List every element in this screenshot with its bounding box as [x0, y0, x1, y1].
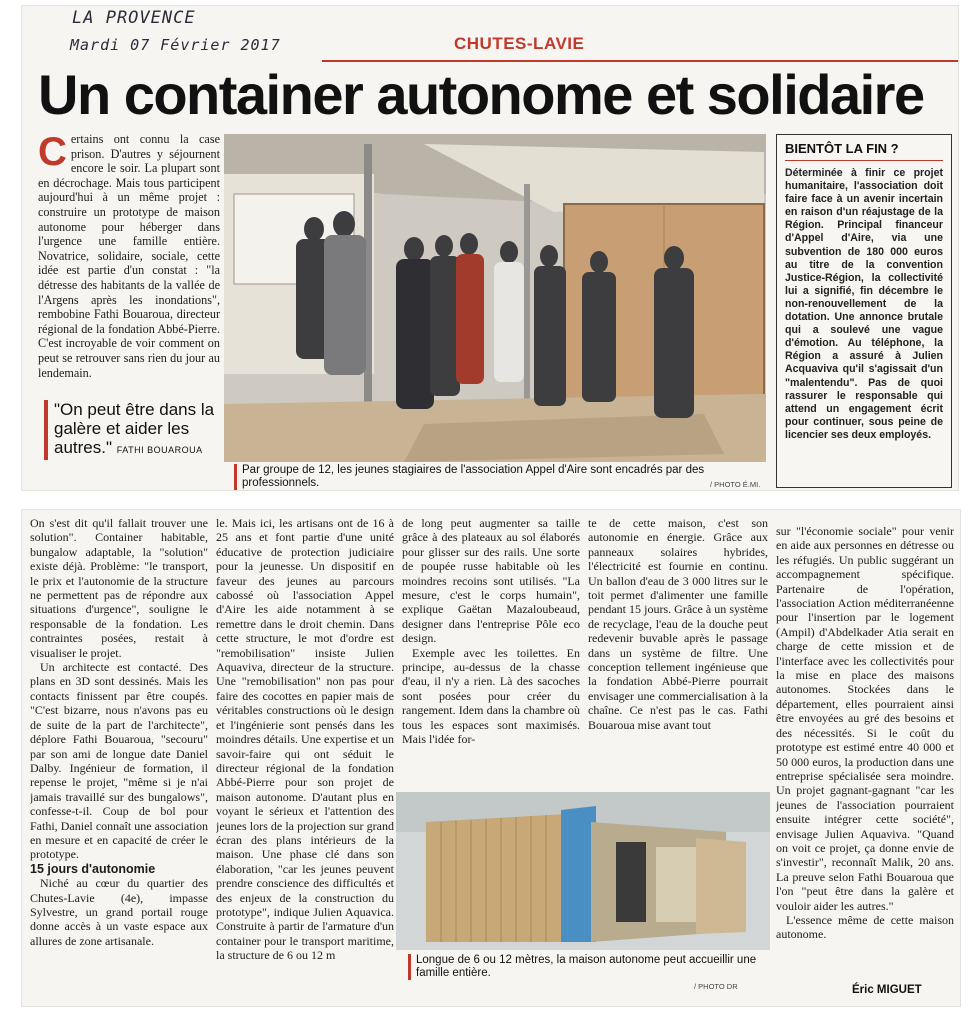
sidebar-text: Déterminée à finir ce projet humanitaire, l'association doit faire face à un avenir incertain en raison d'un réajustage de la Région. Principal financeur d'Appel d'Aire, via une subvention de 180 000 euros au titre de la convention Justice-Région, la collectivité lui a signifié, fin décembre le non-renouvellement de la dotation. Une annonce brutale qui a soulevé une vague d'émotion. Au téléphone, la Région a assuré à Julien Acquaviva qu'il s'agissait d'un "malentendu". Pas de quoi rassurer le responsable qui attend un engagement écrit pour continuer, sous peine de licencier ses deux employés.	[785, 167, 943, 441]
sidebar-title: BIENTÔT LA FIN ?	[785, 141, 943, 161]
photo-credit-bottom: / PHOTO DR	[694, 982, 738, 991]
article-bottom-clipping	[22, 510, 960, 1006]
paragraph: Exemple avec les toilettes. En principe, au-dessus de la chasse d'eau, il n'y a rien. Là des sacoches sont posées pour créer du rangement. Idem dans la chambre où tous les espaces sont maximisés. Mais l'idée for-	[402, 645, 580, 747]
section-label: CHUTES-LAVIE	[454, 34, 585, 53]
paragraph: Niché au cœur du quartier des Chutes-Lavie (4e), impasse Sylvestre, un grand portail rouge donne accès à un vaste espace aux allures de zone artisanale.	[30, 876, 208, 948]
paragraph: On s'est dit qu'il fallait trouver une solution". Container habitable, bungalow adaptable, la "solution" existe déjà. Problème: "le transport, le prix et l'autonomie de la structure ne permettent pas de répondre aux situations d'urgence", souligne le responsable de la fondation. Les contraintes posées, restait à visualiser le projet.	[30, 516, 208, 660]
column-2	[216, 516, 394, 1002]
pull-quote	[44, 400, 232, 460]
column-3	[402, 516, 580, 812]
photo-caption-top: Par groupe de 12, les jeunes stagiaires de l'association Appel d'Aire sont encadrés par des professionnels.	[234, 464, 712, 490]
column-1	[30, 516, 208, 1002]
lead-paragraph	[38, 132, 220, 380]
column-5	[776, 524, 954, 994]
photo-workshop-group	[224, 134, 766, 462]
pull-quote-text: "On peut être dans la galère et aider les autres."	[54, 400, 215, 457]
photo-caption-bottom: Longue de 6 ou 12 mètres, la maison autonome peut accueillir une famille entière.	[408, 954, 772, 980]
paragraph: L'essence même de cette maison autonome.	[776, 912, 954, 942]
column-4	[588, 516, 768, 812]
pull-quote-author: FATHI BOUAROUA	[116, 445, 203, 455]
photo-container-house	[396, 792, 770, 950]
paragraph: le. Mais ici, les artisans ont de 16 à 25 ans et font partie d'une unité éducative de protection judiciaire pour la jeunesse. Un dispositif en faveur des jeunes au parcours cabossé où l'association Appel d'Aire les aide notamment à se remettre dans le droit chemin. Dans cette structure, le mot d'ordre est "remobilisation" insiste Julien Aquaviva, directeur de la structure. Une "remobilisation" non pas pour faire des cocottes en papier mais de véritables constructions où le design et l'ingénierie sont pensés dans les moindres détails. Une expertise et un savoir-faire qui ont séduit le directeur régional de la fondation Abbé-Pierre pour son projet de maison autonome. D'autant plus en voyant le sérieux et l'attention des jeunes lors de la projection sur grand écran des plans intérieurs de la maison. Une phase clé dans son élaboration, "car les jeunes peuvent prendre conscience des difficultés et des enjeux de la construction du prototype", indique Julien Aquavica. Construite à partir de l'armature d'un container pour le transport maritime, la structure de 6 ou 12 m	[216, 516, 394, 963]
headline: Un container autonome et solidaire	[38, 63, 924, 126]
paragraph: sur "l'économie sociale" pour venir en aide aux personnes en détresse ou les réfugiés. Un public suggérant un accompagnement spécifique. Partenaire de l'opération, l'association Action méditerranéenne pour l'insertion par le logement (Ampil) d'Abdelkader Atia serait en charge de cette mission et de l'interface avec les collectivités pour la mise en place des maisons autonomes. Stockées dans le département, elles pourraient ainsi être envoyées au gré des besoins et des nécessités. Si le coût du prototype est estimé entre 40 000 et 50 000 euros, la production dans une entreprise spécialisée sera moindre. Un projet gagnant-gagnant "car les jeunes de l'association pourraient ensuite intégrer cette société", envisage Julien Aquaviva. "Quand on voit ce projet, ça donne envie de s'investir", reconnaît Malik, 20 ans. La preuve selon Fathi Bouaroua que l'on "peut être dans la galère et vouloir aider les autres."	[776, 524, 954, 913]
paragraph: de long peut augmenter sa taille grâce à des plateaux au sol élaborés pour glisser sur des rails. Une sorte de poupée russe habitable où les moindres recoins sont utilisés. "La mesure, c'est le corps humain", explique Gaëtan Mazaloubeaud, designer dans l'entreprise Pôle eco design.	[402, 516, 580, 646]
byline: Éric MIGUET	[852, 984, 922, 996]
sidebar-box	[776, 134, 952, 488]
article-top-clipping	[22, 6, 958, 490]
handwritten-newspaper-name: LA PROVENCE	[72, 8, 196, 28]
lead-text: ertains ont connu la case prison. D'autres y séjournent encore le soir. La plupart sont en décrochage. Mais tous participent aujourd'hui à un même projet : construire un prototype de maison autonome pour héberger dans l'urgence une famille entière. Novatrice, solidaire, sociale, cette idée est partie d'un constat : "la détresse des habitants de la vallée de l'Argens après les inondations", rembobine Fathi Bouaroua, directeur régional de la fondation Abbé-Pierre. C'est incroyable de voir comment on peut se retrouver sans rien du jour au lendemain.	[38, 132, 220, 380]
subheading: 15 jours d'autonomie	[30, 861, 156, 876]
paragraph: te de cette maison, c'est son autonomie en énergie. Grâce aux panneaux solaires hybrides, l'électricité est fournie en continu. Un ballon d'eau de 3 000 litres sur le toit permet d'alimenter une famille pendant 15 jours. Grâce à un système de recyclage, l'eau de la douche peut redevenir buvable après le passage dans un système de filtre. Une conception tellement ingénieuse que la fondation Abbé-Pierre pourrait envisager une commercialisation à la chaîne. Ce n'est pas le cas. Fathi Bouaroua mise avant tout	[588, 516, 768, 732]
drop-cap: C	[38, 132, 67, 174]
paragraph: Un architecte est contacté. Des plans en 3D sont dessinés. Mais les contacts finissent par être coupés. "C'est bizarre, nous n'avons pas eu de suite de la part de l'architecte", déplore Fathi Bouaroua, "secouru" par son ami de longue date Daniel Dalby. Ingénieur de formation, il repense le projet, "même si je n'ai jamais travaillé sur des bungalows", confesse-t-il. Coup de bol pour Fathi, Daniel connaît une association en mesure et en capacité de créer le prototype.	[30, 660, 208, 862]
photo-credit-top: / PHOTO É.MI.	[710, 480, 761, 489]
photo-container-illustration	[396, 792, 770, 950]
photo-workshop-illustration	[224, 134, 766, 462]
handwritten-date: Mardi 07 Février 2017	[70, 36, 281, 54]
lead-column	[38, 132, 220, 396]
